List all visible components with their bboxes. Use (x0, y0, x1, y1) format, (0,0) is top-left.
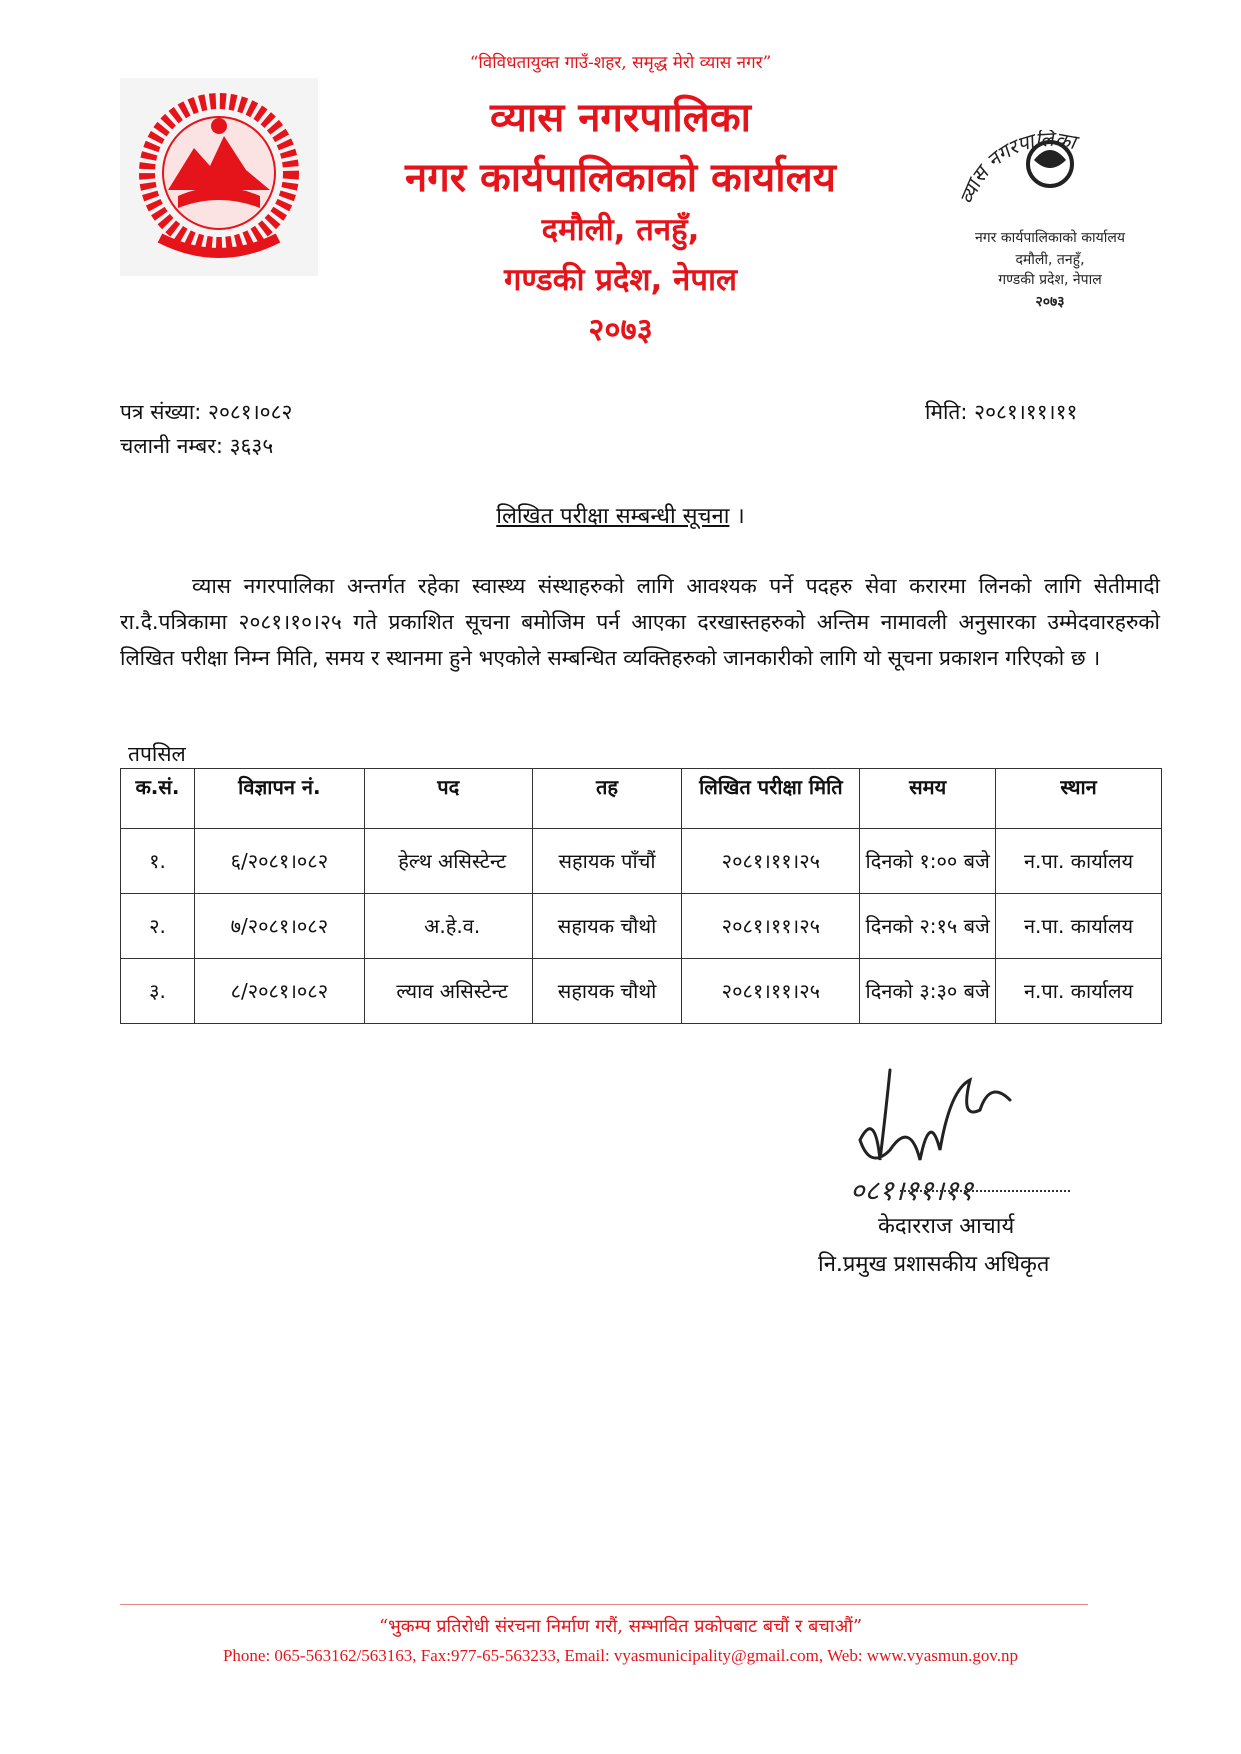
municipality-name: व्यास नगरपालिका (490, 95, 751, 141)
level-cell: सहायक चौथो (532, 959, 682, 1024)
venue-cell: न.पा. कार्यालय (996, 959, 1162, 1024)
footer-divider (120, 1604, 1088, 1605)
stamp-line-4: गण्डकी प्रदेश, नेपाल (998, 272, 1102, 288)
footer-contact: Phone: 065-563162/563163, Fax:977-65-563233, Email: vyasmunicipality@gmail.com, Web: www.vyasmun.gov.np (222, 1646, 1019, 1665)
ad-number-cell: ८/२०८१।०८२ (194, 959, 364, 1024)
time-cell: दिनको ३:३० बजे (860, 959, 996, 1024)
notice-body: व्यास नगरपालिका अन्तर्गत रहेका स्वास्थ्य संस्थाहरुको लागि आवश्यक पर्ने पदहरु सेवा करारमा लिनको लागि सेतीमादी रा.दै.पत्रिकामा २०८१।१०।२५ गते प्रकाशित सूचना बमोजिम पर्न आएका दरखास्तहरुको अन्तिम नामावली अनुसारका उम्मेदवारहरुको लिखित परीक्षा निम्न मिति, समय र स्थानमा हुने भएकोले सम्बन्धित व्यक्तिहरुको जानकारीको लागि यो सूचना प्रकाशन गरिएको छ । (120, 574, 1160, 670)
handwritten-signature (830, 1050, 1130, 1220)
serial-cell: ३. (121, 959, 195, 1024)
subject-end: । (729, 504, 745, 529)
ad-number-cell: ७/२०८१।०८२ (194, 894, 364, 959)
column-header: तह (532, 769, 682, 829)
stamp-line-1: व्यास नगरपालिका (954, 130, 1078, 208)
time-cell: दिनको १:०० बजे (860, 829, 996, 894)
column-header: विज्ञापन नं. (194, 769, 364, 829)
level-cell: सहायक चौथो (532, 894, 682, 959)
footer-slogan: “भुकम्प प्रतिरोधी संरचना निर्माण गरौं, सम्भावित प्रकोपबाट बचौं र बचाऔं” (378, 1616, 863, 1637)
level-cell: सहायक पाँचौं (532, 829, 682, 894)
column-header: स्थान (996, 769, 1162, 829)
stamp-line-5: २०७३ (1035, 294, 1065, 310)
signatory-designation: नि.प्रमुख प्रशासकीय अधिकृत (818, 1252, 1050, 1277)
column-header: समय (860, 769, 996, 829)
time-cell: दिनको २:१५ बजे (860, 894, 996, 959)
office-name: नगर कार्यपालिकाको कार्यालय (405, 155, 836, 201)
post-cell: हेल्थ असिस्टेन्ट (364, 829, 532, 894)
exam-date-cell: २०८१।११।२५ (682, 829, 860, 894)
table-row (121, 959, 1162, 1024)
table-caption: तपसिल (128, 742, 186, 766)
column-header: क.सं. (121, 769, 195, 829)
letterhead-slogan: “विविधतायुक्त गाउँ-शहर, समृद्ध मेरो व्यास नगर” (469, 53, 772, 73)
office-stamp (950, 130, 1150, 330)
exam-date-cell: २०८१।११।२५ (682, 894, 860, 959)
svg-text:व्यास नगरपालिका (954, 130, 1081, 208)
dispatch-number: चलानी नम्बर: ३६३५ (120, 434, 274, 458)
letter-number: पत्र संख्या: २०८१।०८२ (120, 400, 293, 424)
office-province: गण्डकी प्रदेश, नेपाल (503, 262, 737, 298)
stamp-line-3: दमौली, तनहुँ, (1015, 252, 1085, 268)
notice-subject (0, 500, 1241, 530)
signatory-name: केदारराज आचार्य (878, 1214, 1015, 1239)
serial-cell: १. (121, 829, 195, 894)
table-header-row (121, 769, 1162, 829)
exam-date-cell: २०८१।११।२५ (682, 959, 860, 1024)
table-row (121, 894, 1162, 959)
post-cell: ल्याव असिस्टेन्ट (364, 959, 532, 1024)
letter-date: मिति: २०८१।११।११ (925, 400, 1078, 424)
serial-cell: २. (121, 894, 195, 959)
venue-cell: न.पा. कार्यालय (996, 894, 1162, 959)
venue-cell: न.पा. कार्यालय (996, 829, 1162, 894)
table-row (121, 829, 1162, 894)
stamp-line-2: नगर कार्यपालिकाको कार्यालय (975, 230, 1125, 246)
exam-schedule-table (120, 768, 1162, 1024)
subject-text: लिखित परीक्षा सम्बन्धी सूचना (496, 504, 730, 529)
column-header: पद (364, 769, 532, 829)
post-cell: अ.हे.व. (364, 894, 532, 959)
column-header: लिखित परीक्षा मिति (682, 769, 860, 829)
office-address: दमौली, तनहुँ, (541, 212, 700, 248)
established-year: २०७३ (588, 312, 653, 348)
ad-number-cell: ६/२०८१।०८२ (194, 829, 364, 894)
signature-line (900, 1190, 1070, 1192)
signature-date: ०८१।११।११ (850, 1174, 974, 1207)
